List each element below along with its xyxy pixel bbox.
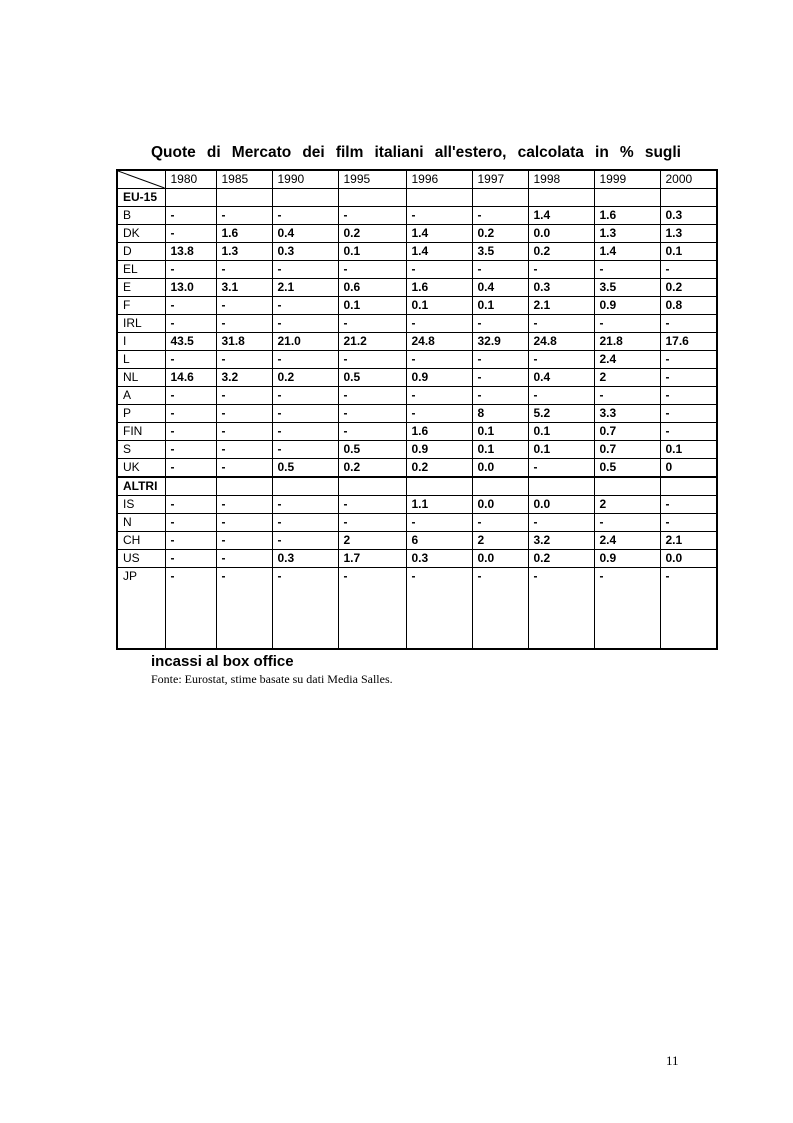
value-cell: 0.7	[594, 423, 660, 441]
value-cell: 0.9	[594, 550, 660, 568]
table-row	[117, 369, 717, 387]
value-cell: 13.8	[165, 243, 216, 261]
value-cell: -	[594, 514, 660, 532]
value-cell: -	[272, 387, 338, 405]
value-cell: 0.3	[660, 207, 717, 225]
table-row	[117, 333, 717, 351]
value-cell: 1.1	[406, 496, 472, 514]
value-cell: -	[660, 496, 717, 514]
value-cell: 2.4	[594, 532, 660, 550]
year-header: 1995	[338, 170, 406, 189]
value-cell: 21.0	[272, 333, 338, 351]
value-cell: -	[528, 387, 594, 405]
value-cell: 2.1	[272, 279, 338, 297]
header-row	[117, 170, 717, 189]
value-cell: -	[528, 459, 594, 478]
table-subtitle: incassi al box office	[151, 653, 294, 670]
year-header: 1998	[528, 170, 594, 189]
value-cell: -	[660, 405, 717, 423]
value-cell: -	[216, 297, 272, 315]
value-cell: -	[165, 423, 216, 441]
value-cell: -	[216, 351, 272, 369]
table-row	[117, 568, 717, 650]
value-cell: -	[272, 207, 338, 225]
value-cell: -	[216, 514, 272, 532]
value-cell: -	[406, 207, 472, 225]
value-cell: 1.3	[216, 243, 272, 261]
value-cell: -	[165, 387, 216, 405]
empty-cell	[272, 477, 338, 496]
value-cell: 0.0	[528, 496, 594, 514]
value-cell: 1.4	[406, 243, 472, 261]
value-cell: -	[216, 315, 272, 333]
empty-cell	[594, 189, 660, 207]
value-cell: -	[338, 315, 406, 333]
table-row	[117, 243, 717, 261]
value-cell: -	[165, 514, 216, 532]
market-share-table	[116, 169, 718, 650]
value-cell: 0.1	[660, 441, 717, 459]
country-code: S	[117, 441, 165, 459]
value-cell: 21.2	[338, 333, 406, 351]
country-code: A	[117, 387, 165, 405]
year-header: 1999	[594, 170, 660, 189]
empty-cell	[472, 189, 528, 207]
value-cell: -	[660, 568, 717, 650]
value-cell: -	[338, 207, 406, 225]
value-cell: 13.0	[165, 279, 216, 297]
country-code: E	[117, 279, 165, 297]
value-cell: 0.0	[472, 459, 528, 478]
value-cell: -	[272, 496, 338, 514]
value-cell: -	[165, 315, 216, 333]
value-cell: -	[272, 297, 338, 315]
country-code: N	[117, 514, 165, 532]
table-row	[117, 532, 717, 550]
value-cell: -	[472, 315, 528, 333]
value-cell: 0.3	[272, 550, 338, 568]
value-cell: -	[216, 532, 272, 550]
country-code: UK	[117, 459, 165, 478]
value-cell: 0.0	[472, 496, 528, 514]
value-cell: -	[165, 351, 216, 369]
value-cell: -	[272, 423, 338, 441]
value-cell: 2.1	[528, 297, 594, 315]
value-cell: 3.3	[594, 405, 660, 423]
value-cell: -	[660, 261, 717, 279]
year-header: 2000	[660, 170, 717, 189]
value-cell: 0.1	[472, 441, 528, 459]
country-code: US	[117, 550, 165, 568]
group-row	[117, 189, 717, 207]
value-cell: -	[216, 550, 272, 568]
value-cell: 0.2	[338, 459, 406, 478]
value-cell: 2.4	[594, 351, 660, 369]
value-cell: -	[406, 405, 472, 423]
value-cell: -	[594, 568, 660, 650]
empty-cell	[216, 477, 272, 496]
value-cell: -	[594, 261, 660, 279]
country-code: CH	[117, 532, 165, 550]
year-header: 1990	[272, 170, 338, 189]
table-row	[117, 550, 717, 568]
country-code: FIN	[117, 423, 165, 441]
value-cell: 0	[660, 459, 717, 478]
value-cell: -	[406, 315, 472, 333]
value-cell: 0.2	[660, 279, 717, 297]
value-cell: 17.6	[660, 333, 717, 351]
value-cell: 3.5	[472, 243, 528, 261]
country-code: I	[117, 333, 165, 351]
value-cell: -	[472, 261, 528, 279]
value-cell: 0.0	[472, 550, 528, 568]
value-cell: -	[594, 387, 660, 405]
value-cell: -	[165, 441, 216, 459]
value-cell: 0.4	[528, 369, 594, 387]
value-cell: -	[165, 550, 216, 568]
value-cell: -	[472, 351, 528, 369]
value-cell: 0.5	[338, 369, 406, 387]
value-cell: -	[660, 387, 717, 405]
value-cell: 6	[406, 532, 472, 550]
country-code: L	[117, 351, 165, 369]
value-cell: -	[472, 514, 528, 532]
value-cell: 32.9	[472, 333, 528, 351]
value-cell: -	[528, 568, 594, 650]
value-cell: -	[165, 297, 216, 315]
value-cell: -	[660, 514, 717, 532]
table-row	[117, 351, 717, 369]
value-cell: -	[272, 514, 338, 532]
empty-cell	[660, 477, 717, 496]
table-row	[117, 514, 717, 532]
empty-cell	[406, 477, 472, 496]
value-cell: -	[338, 261, 406, 279]
value-cell: 2	[594, 369, 660, 387]
value-cell: 0.1	[338, 243, 406, 261]
value-cell: -	[406, 514, 472, 532]
value-cell: 0.9	[406, 441, 472, 459]
table-row	[117, 459, 717, 478]
table-row	[117, 423, 717, 441]
empty-cell	[338, 189, 406, 207]
source-note: Fonte: Eurostat, stime basate su dati Media Salles.	[151, 672, 393, 686]
value-cell: 14.6	[165, 369, 216, 387]
value-cell: -	[216, 568, 272, 650]
value-cell: -	[216, 423, 272, 441]
year-header: 1980	[165, 170, 216, 189]
value-cell: 31.8	[216, 333, 272, 351]
value-cell: 1.6	[594, 207, 660, 225]
value-cell: 0.7	[594, 441, 660, 459]
value-cell: 2.1	[660, 532, 717, 550]
value-cell: -	[272, 315, 338, 333]
table-row	[117, 225, 717, 243]
empty-cell	[660, 189, 717, 207]
value-cell: 2	[338, 532, 406, 550]
value-cell: -	[338, 568, 406, 650]
table-row	[117, 441, 717, 459]
value-cell: 1.3	[594, 225, 660, 243]
table-row	[117, 405, 717, 423]
value-cell: -	[406, 351, 472, 369]
value-cell: -	[528, 261, 594, 279]
group-label: EU-15	[117, 189, 165, 207]
value-cell: -	[472, 568, 528, 650]
empty-cell	[272, 189, 338, 207]
value-cell: -	[406, 387, 472, 405]
empty-cell	[216, 189, 272, 207]
value-cell: 0.5	[594, 459, 660, 478]
value-cell: -	[165, 225, 216, 243]
value-cell: -	[338, 387, 406, 405]
value-cell: -	[216, 441, 272, 459]
value-cell: -	[272, 405, 338, 423]
value-cell: 0.1	[660, 243, 717, 261]
value-cell: 0.8	[660, 297, 717, 315]
value-cell: 0.5	[338, 441, 406, 459]
value-cell: -	[472, 369, 528, 387]
value-cell: 0.1	[338, 297, 406, 315]
value-cell: -	[594, 315, 660, 333]
value-cell: 0.2	[272, 369, 338, 387]
year-header: 1997	[472, 170, 528, 189]
value-cell: -	[165, 459, 216, 478]
value-cell: -	[528, 514, 594, 532]
table-row	[117, 496, 717, 514]
value-cell: 0.2	[528, 243, 594, 261]
value-cell: -	[216, 207, 272, 225]
value-cell: -	[165, 261, 216, 279]
value-cell: 1.6	[406, 423, 472, 441]
value-cell: 0.3	[528, 279, 594, 297]
value-cell: -	[338, 351, 406, 369]
value-cell: -	[165, 405, 216, 423]
value-cell: -	[165, 532, 216, 550]
value-cell: 0.2	[528, 550, 594, 568]
table-title: Quote di Mercato dei film italiani all'estero, calcolata in % sugli	[151, 144, 681, 161]
value-cell: 0.1	[472, 297, 528, 315]
value-cell: -	[216, 496, 272, 514]
value-cell: 0.9	[406, 369, 472, 387]
table-row	[117, 279, 717, 297]
value-cell: 3.2	[216, 369, 272, 387]
country-code: F	[117, 297, 165, 315]
empty-cell	[338, 477, 406, 496]
value-cell: -	[406, 261, 472, 279]
value-cell: 0.2	[472, 225, 528, 243]
empty-cell	[594, 477, 660, 496]
empty-cell	[528, 477, 594, 496]
country-code: P	[117, 405, 165, 423]
country-code: IS	[117, 496, 165, 514]
value-cell: 1.6	[406, 279, 472, 297]
value-cell: 0.0	[660, 550, 717, 568]
value-cell: -	[660, 369, 717, 387]
value-cell: 24.8	[528, 333, 594, 351]
table-row	[117, 261, 717, 279]
value-cell: 1.4	[528, 207, 594, 225]
country-code: IRL	[117, 315, 165, 333]
value-cell: 3.2	[528, 532, 594, 550]
value-cell: -	[338, 423, 406, 441]
value-cell: -	[216, 459, 272, 478]
year-header: 1985	[216, 170, 272, 189]
value-cell: 21.8	[594, 333, 660, 351]
value-cell: -	[528, 351, 594, 369]
value-cell: -	[660, 315, 717, 333]
value-cell: -	[165, 568, 216, 650]
year-header: 1996	[406, 170, 472, 189]
value-cell: -	[272, 532, 338, 550]
empty-cell	[528, 189, 594, 207]
value-cell: 8	[472, 405, 528, 423]
country-code: B	[117, 207, 165, 225]
value-cell: 5.2	[528, 405, 594, 423]
value-cell: 0.3	[406, 550, 472, 568]
table-row	[117, 207, 717, 225]
value-cell: 0.4	[472, 279, 528, 297]
value-cell: 0.2	[338, 225, 406, 243]
corner-diagonal-cell	[117, 170, 165, 189]
country-code: NL	[117, 369, 165, 387]
country-code: DK	[117, 225, 165, 243]
value-cell: -	[272, 351, 338, 369]
country-code: EL	[117, 261, 165, 279]
value-cell: -	[472, 207, 528, 225]
value-cell: -	[272, 261, 338, 279]
value-cell: 0.0	[528, 225, 594, 243]
country-code: JP	[117, 568, 165, 650]
value-cell: -	[165, 207, 216, 225]
value-cell: 1.4	[594, 243, 660, 261]
value-cell: 0.1	[528, 441, 594, 459]
diagonal-line	[118, 171, 165, 188]
empty-cell	[406, 189, 472, 207]
value-cell: 3.5	[594, 279, 660, 297]
table-row	[117, 297, 717, 315]
value-cell: 0.9	[594, 297, 660, 315]
empty-cell	[165, 477, 216, 496]
value-cell: -	[216, 405, 272, 423]
value-cell: -	[272, 568, 338, 650]
value-cell: 0.1	[406, 297, 472, 315]
value-cell: 0.5	[272, 459, 338, 478]
country-code: D	[117, 243, 165, 261]
value-cell: -	[338, 405, 406, 423]
value-cell: 3.1	[216, 279, 272, 297]
value-cell: -	[338, 496, 406, 514]
value-cell: 24.8	[406, 333, 472, 351]
value-cell: -	[338, 514, 406, 532]
page-number: 11	[666, 1053, 679, 1068]
value-cell: -	[165, 496, 216, 514]
value-cell: 2	[594, 496, 660, 514]
table-row	[117, 315, 717, 333]
value-cell: -	[472, 387, 528, 405]
value-cell: 43.5	[165, 333, 216, 351]
value-cell: -	[528, 315, 594, 333]
value-cell: -	[216, 387, 272, 405]
table-row	[117, 387, 717, 405]
value-cell: 1.4	[406, 225, 472, 243]
value-cell: 0.4	[272, 225, 338, 243]
value-cell: 0.6	[338, 279, 406, 297]
value-cell: -	[660, 423, 717, 441]
value-cell: 1.3	[660, 225, 717, 243]
value-cell: 0.3	[272, 243, 338, 261]
empty-cell	[165, 189, 216, 207]
value-cell: -	[216, 261, 272, 279]
empty-cell	[472, 477, 528, 496]
value-cell: -	[272, 441, 338, 459]
value-cell: 1.7	[338, 550, 406, 568]
value-cell: 1.6	[216, 225, 272, 243]
group-label: ALTRI	[117, 477, 165, 496]
value-cell: 0.2	[406, 459, 472, 478]
group-row	[117, 477, 717, 496]
value-cell: 0.1	[472, 423, 528, 441]
value-cell: -	[660, 351, 717, 369]
value-cell: 0.1	[528, 423, 594, 441]
value-cell: 2	[472, 532, 528, 550]
value-cell: -	[406, 568, 472, 650]
